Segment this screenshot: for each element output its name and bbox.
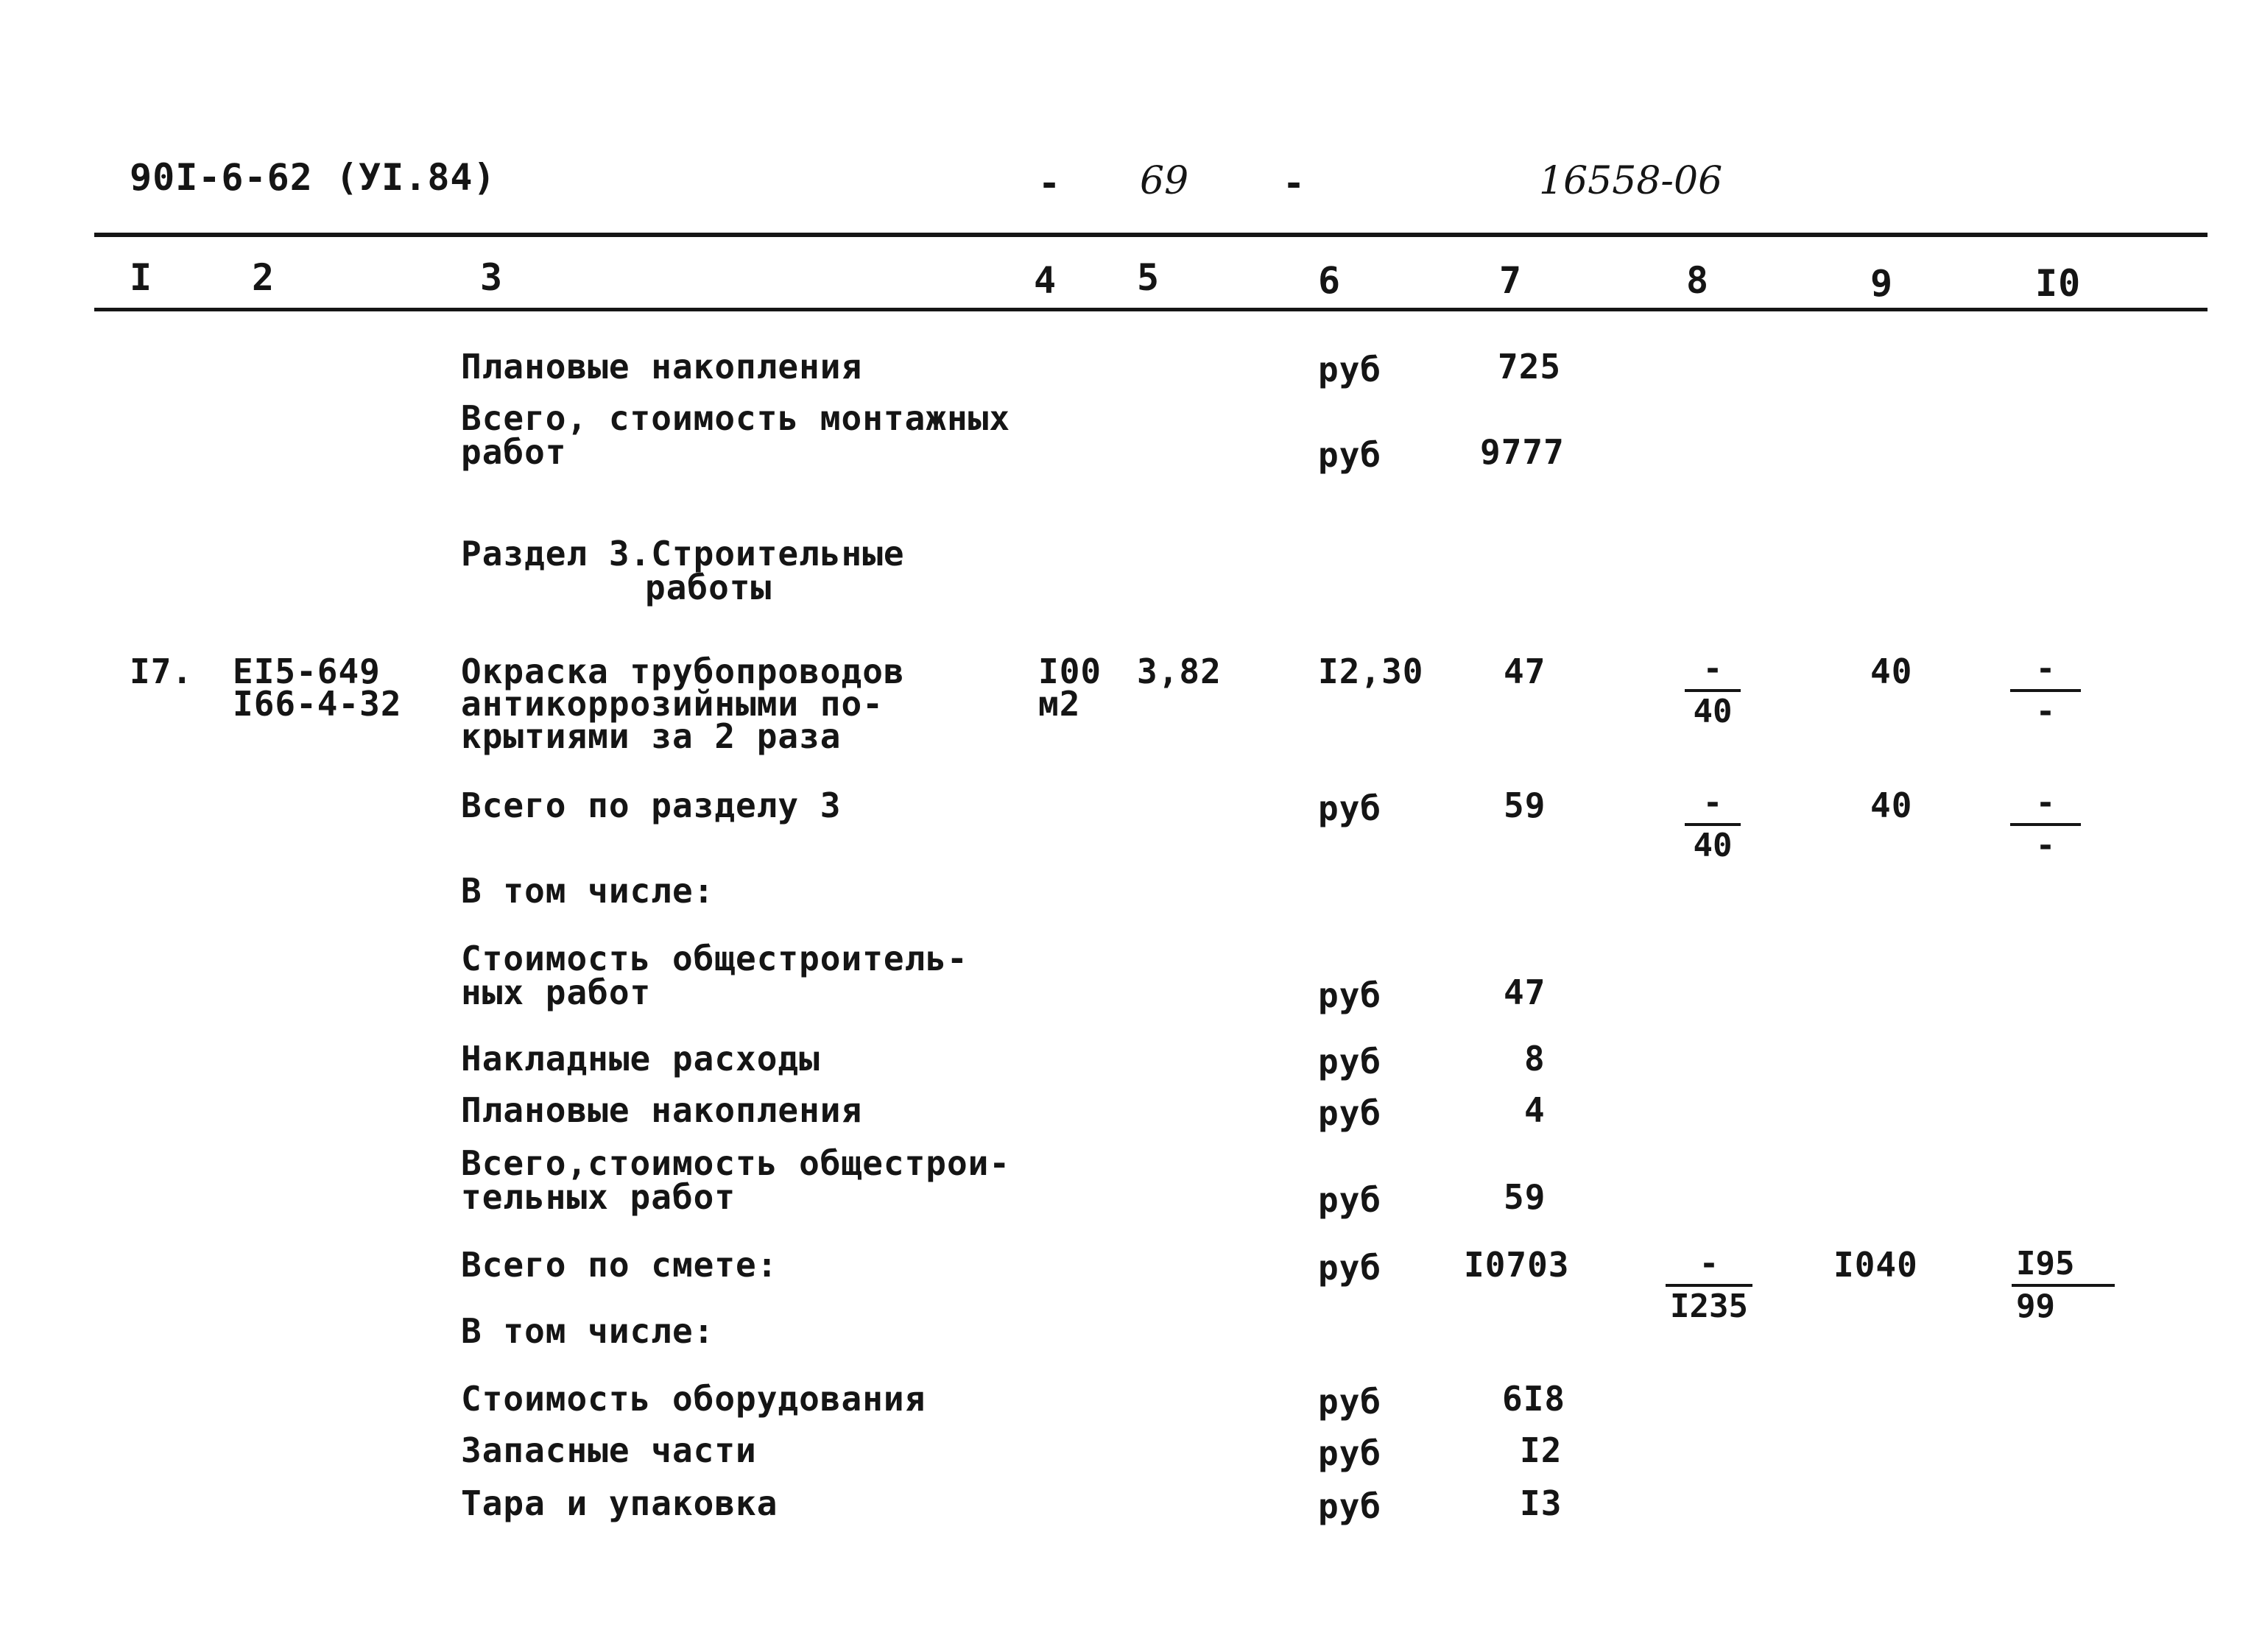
row-name: Всего по разделу 3 bbox=[461, 786, 842, 825]
fraction-denominator: - bbox=[2035, 827, 2056, 864]
item-code-line1: EI5-649 bbox=[233, 652, 381, 691]
row-name-line2: тельных работ bbox=[461, 1177, 736, 1217]
row-unit: руб bbox=[1318, 1382, 1382, 1422]
row-unit: руб bbox=[1318, 1486, 1382, 1526]
fraction-bar bbox=[1685, 823, 1741, 826]
row-col9: I040 bbox=[1833, 1245, 1918, 1285]
row-name: Плановые накопления bbox=[461, 1090, 863, 1130]
column-header-8: 8 bbox=[1686, 259, 1710, 302]
column-header-3: 3 bbox=[480, 256, 504, 299]
row-unit: руб bbox=[1318, 350, 1382, 389]
row-col4-line2: м2 bbox=[1038, 684, 1081, 724]
row-name-line1: Стоимость общестроитель- bbox=[461, 939, 968, 978]
column-header-5: 5 bbox=[1137, 256, 1160, 299]
item-number: I7. bbox=[130, 652, 194, 691]
fraction-numerator: I95 bbox=[2016, 1245, 2075, 1282]
section-heading-line1: Раздел 3.Строительные bbox=[461, 534, 905, 573]
document-number: 16558-06 bbox=[1539, 159, 1723, 203]
table-top-rule bbox=[94, 233, 2208, 237]
row-name: Тара и упаковка bbox=[461, 1483, 778, 1523]
row-name-line2: работ bbox=[461, 432, 567, 472]
row-unit: руб bbox=[1318, 1180, 1382, 1220]
fraction-denominator: 40 bbox=[1693, 693, 1733, 730]
fraction-denominator: - bbox=[2035, 693, 2056, 730]
header-dash-left: - bbox=[1038, 162, 1062, 205]
fraction-bar bbox=[1685, 689, 1741, 692]
header-dash-right: - bbox=[1283, 162, 1306, 205]
row-col7: 8 bbox=[1524, 1039, 1546, 1079]
column-header-4: 4 bbox=[1034, 259, 1057, 302]
row-col7: 47 bbox=[1504, 652, 1546, 691]
column-header-6: 6 bbox=[1318, 259, 1342, 302]
row-name-line1: Окраска трубопроводов bbox=[461, 652, 905, 691]
row-unit: руб bbox=[1318, 788, 1382, 828]
row-col7: 4 bbox=[1524, 1090, 1546, 1130]
table-header-rule bbox=[94, 308, 2208, 311]
fraction-bar bbox=[2012, 1284, 2115, 1287]
row-col8-fraction bbox=[1685, 786, 1741, 863]
row-name: Стоимость оборудования bbox=[461, 1379, 926, 1419]
row-col7: 725 bbox=[1498, 347, 1562, 386]
row-col7: I3 bbox=[1520, 1483, 1562, 1523]
row-unit: руб bbox=[1318, 1248, 1382, 1288]
document-code: 90I-6-62 (УI.84) bbox=[130, 156, 496, 199]
section-heading-line2: работы bbox=[645, 568, 772, 607]
row-unit: руб bbox=[1318, 435, 1382, 475]
row-col8-fraction bbox=[1685, 652, 1741, 729]
page-number: 69 bbox=[1140, 159, 1189, 203]
fraction-bar bbox=[2010, 823, 2081, 826]
row-col7: 59 bbox=[1504, 786, 1546, 825]
row-unit: руб bbox=[1318, 975, 1382, 1015]
row-name-line2: ных работ bbox=[461, 973, 652, 1012]
row-col7: 59 bbox=[1504, 1177, 1546, 1217]
row-name-line1: Всего, стоимость монтажных bbox=[461, 398, 1011, 438]
fraction-numerator: - bbox=[1702, 784, 1723, 822]
subtotal-label: В том числе: bbox=[461, 871, 715, 911]
row-name-line1: Всего,стоимость общестрои- bbox=[461, 1143, 1011, 1183]
row-col8-fraction bbox=[1666, 1247, 1752, 1324]
fraction-numerator: - bbox=[2035, 650, 2056, 688]
column-header-10: I0 bbox=[2035, 262, 2082, 305]
row-name: Плановые накопления bbox=[461, 347, 863, 386]
row-name-line3: крытиями за 2 раза bbox=[461, 716, 842, 756]
item-code-line2: I66-4-32 bbox=[233, 684, 402, 724]
row-col6: I2,30 bbox=[1318, 652, 1424, 691]
row-col7: I2 bbox=[1520, 1430, 1562, 1470]
fraction-denominator: 40 bbox=[1693, 827, 1733, 864]
row-col10-fraction bbox=[2010, 652, 2081, 729]
fraction-numerator: - bbox=[1699, 1245, 1719, 1282]
row-col10-fraction bbox=[2010, 786, 2081, 863]
row-col7: 6I8 bbox=[1502, 1379, 1566, 1419]
column-header-9: 9 bbox=[1870, 262, 1894, 305]
row-unit: руб bbox=[1318, 1433, 1382, 1473]
row-col5: 3,82 bbox=[1137, 652, 1222, 691]
row-unit: руб bbox=[1318, 1042, 1382, 1081]
column-header-2: 2 bbox=[252, 256, 275, 299]
fraction-numerator: - bbox=[2035, 784, 2056, 822]
row-col7: I0703 bbox=[1464, 1245, 1570, 1285]
fraction-numerator: - bbox=[1702, 650, 1723, 688]
column-header-1: I bbox=[130, 256, 153, 299]
row-col10-fraction bbox=[2012, 1247, 2115, 1324]
fraction-bar bbox=[1666, 1284, 1752, 1287]
fraction-bar bbox=[2010, 689, 2081, 692]
row-name: Накладные расходы bbox=[461, 1039, 820, 1079]
row-col4-line1: I00 bbox=[1038, 652, 1102, 691]
row-col9: 40 bbox=[1870, 652, 1913, 691]
subtotal-label: В том числе: bbox=[461, 1311, 715, 1351]
row-unit: руб bbox=[1318, 1093, 1382, 1133]
row-col7: 9777 bbox=[1480, 432, 1565, 472]
row-col7: 47 bbox=[1504, 973, 1546, 1012]
row-col9: 40 bbox=[1870, 786, 1913, 825]
fraction-denominator: I235 bbox=[1670, 1288, 1748, 1325]
row-name: Всего по смете: bbox=[461, 1245, 778, 1285]
column-header-7: 7 bbox=[1499, 259, 1523, 302]
fraction-denominator: 99 bbox=[2016, 1288, 2055, 1325]
row-name-line2: антикоррозийными по- bbox=[461, 684, 884, 724]
row-name: Запасные части bbox=[461, 1430, 757, 1470]
